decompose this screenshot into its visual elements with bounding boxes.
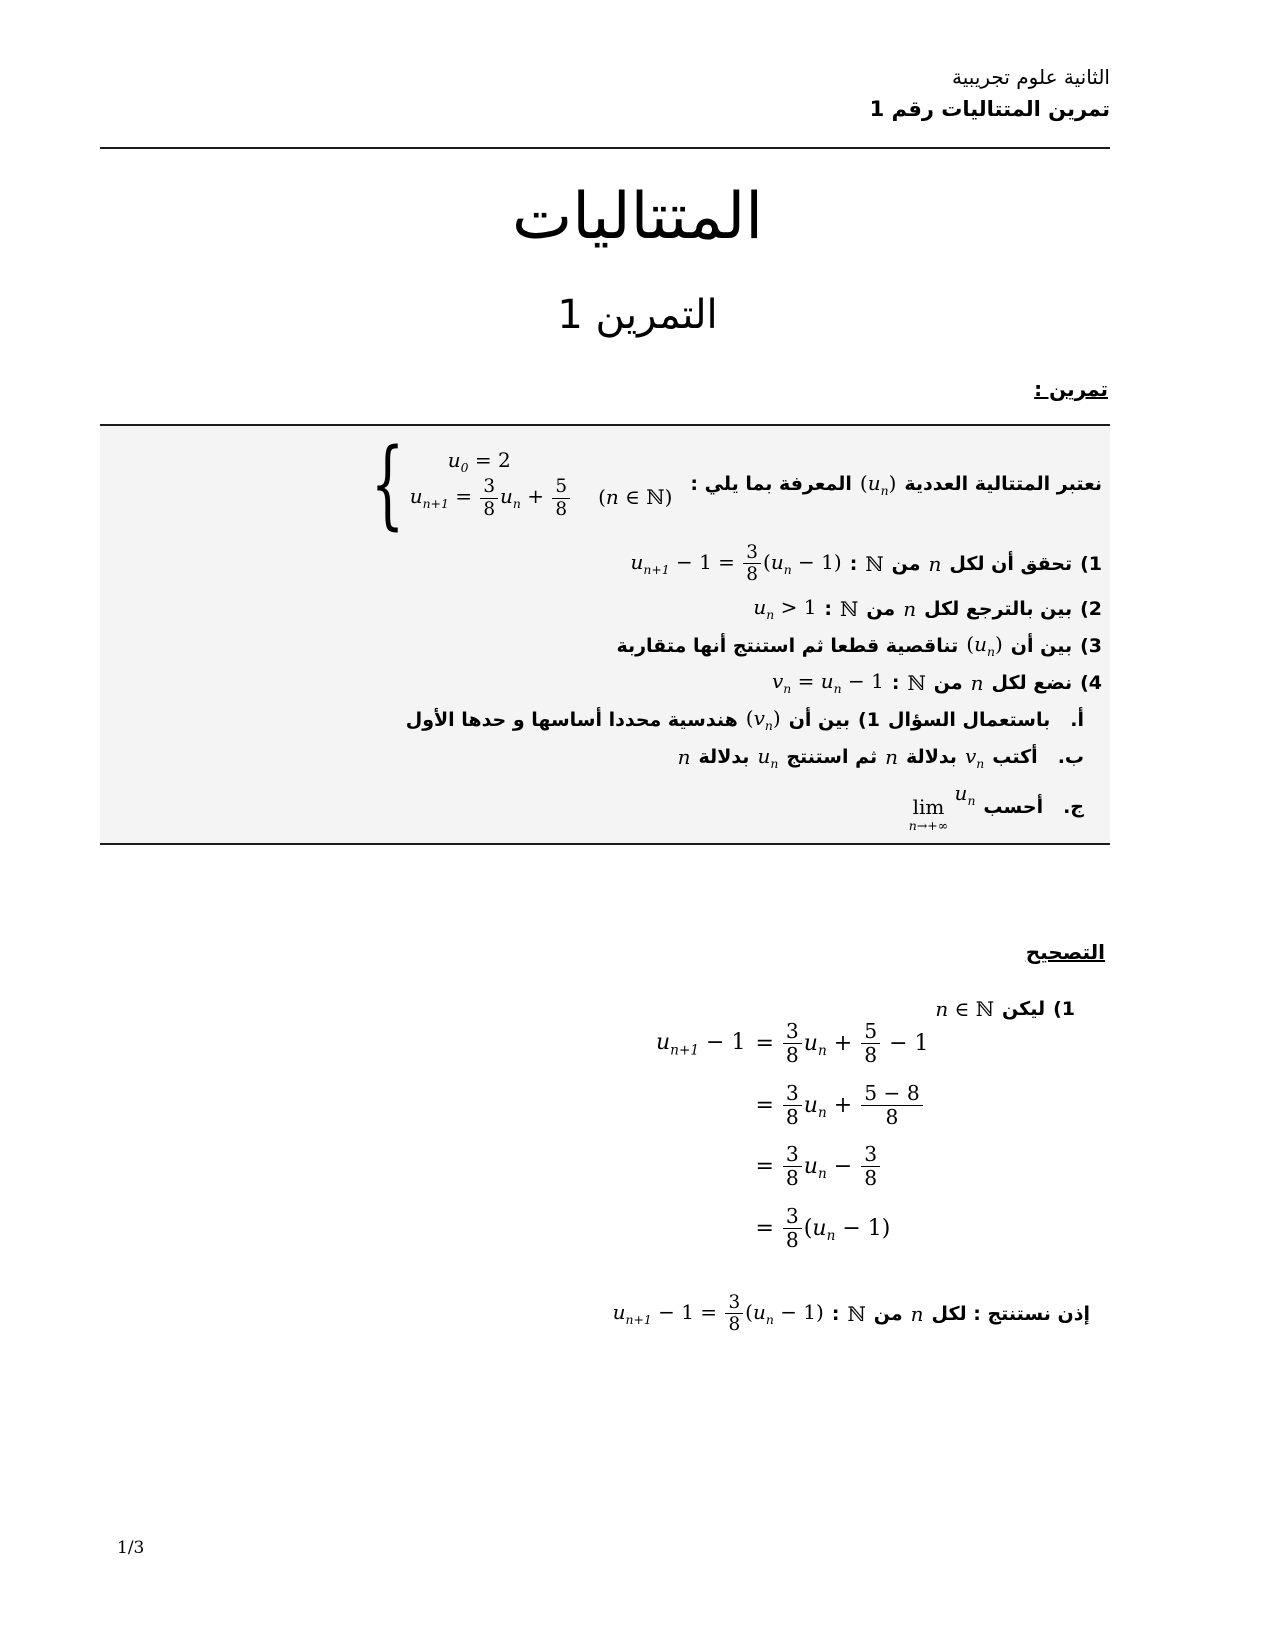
derivation-rhs-1	[755, 1020, 928, 1068]
math-token: n	[986, 644, 995, 660]
fraction-3-8	[725, 1292, 743, 1335]
subquestion-a-row	[108, 706, 1102, 733]
math-token: +	[833, 1030, 853, 1056]
math-token: 0	[460, 460, 469, 476]
math-token: u	[500, 484, 513, 509]
math-token: u	[656, 1029, 671, 1055]
math-token: (	[598, 484, 606, 509]
math-token: u	[867, 470, 881, 495]
math-token: n	[817, 1166, 827, 1183]
question-2-text: بين بالترجع لكل	[924, 597, 1073, 620]
math-token: n	[880, 482, 889, 498]
math-token: 3	[861, 1143, 880, 1167]
derivation-lhs	[656, 1030, 745, 1058]
math-token: n+1	[422, 496, 449, 512]
math-token: n	[512, 496, 521, 512]
math-token: )	[664, 484, 673, 509]
intro-text-after: المعرفة بما يلي :	[690, 473, 852, 495]
math-token: (	[859, 470, 868, 495]
math-token: − 1)	[842, 1215, 891, 1241]
fraction-5m8-8	[861, 1082, 923, 1130]
fraction-5-8	[552, 476, 570, 519]
limit-expression	[909, 781, 976, 833]
math-token: +	[833, 1092, 853, 1118]
math-token: n	[817, 1104, 827, 1121]
subquestion-b-deduce: ثم استنتج	[786, 746, 878, 768]
math-token: 8	[864, 1043, 878, 1068]
math-token: v	[753, 706, 765, 731]
colon-text: :	[849, 552, 858, 575]
math-token: n	[764, 718, 773, 734]
math-token: u	[820, 669, 834, 694]
math-token: n	[935, 997, 949, 1021]
math-token: =	[755, 1092, 774, 1118]
math-token: u	[757, 743, 771, 768]
subquestion-b-label: ب.	[1057, 746, 1084, 768]
exercise-subtitle: التمرين 1	[557, 292, 718, 338]
math-token: 2	[497, 448, 511, 473]
natural-numbers-symbol	[847, 1302, 865, 1326]
math-token: ℕ	[840, 596, 859, 621]
math-token: 5	[552, 476, 570, 498]
math-token: u	[803, 1030, 818, 1056]
math-token: 8	[785, 1166, 799, 1191]
subquestion-c-row	[108, 781, 1102, 833]
sequence-un-paren	[966, 632, 1003, 659]
question-1-number: (1	[1080, 552, 1102, 575]
natural-numbers-symbol	[840, 597, 858, 621]
natural-numbers-symbol	[907, 671, 925, 695]
math-token: (	[745, 706, 754, 731]
system-initial-term	[448, 448, 673, 475]
math-token: 3	[480, 476, 498, 498]
subquestion-a-text1: باستعمال السؤال	[887, 708, 1051, 731]
math-n	[928, 552, 941, 576]
question-1-equation	[630, 542, 841, 585]
fraction-5-8	[861, 1020, 880, 1068]
math-token: 5 − 8	[861, 1082, 923, 1106]
math-token: 8	[785, 1043, 799, 1068]
math-token: 5	[861, 1020, 880, 1044]
correction-title: التصحيح	[1025, 940, 1105, 964]
math-token: n	[967, 792, 976, 808]
math-token: n	[605, 484, 619, 509]
derivation-rhs-2	[755, 1082, 924, 1130]
colon-text: :	[824, 597, 833, 620]
system-rows	[410, 448, 673, 519]
math-token: u	[612, 1300, 626, 1325]
math-n	[971, 671, 984, 695]
math-token: =	[474, 448, 492, 473]
of-text: من	[866, 597, 896, 620]
math-token: > 1	[780, 595, 817, 620]
math-token: n+1	[625, 1312, 652, 1328]
conclusion-row	[613, 1292, 1090, 1335]
math-token: n	[976, 755, 985, 771]
math-token: 3	[783, 1205, 802, 1229]
colon-text: :	[891, 671, 900, 694]
question-2-inequality	[753, 595, 816, 622]
math-token: =	[755, 1030, 774, 1056]
math-token: 3	[725, 1292, 743, 1314]
math-token: 3	[783, 1020, 802, 1044]
question-2-number: (2	[1080, 597, 1102, 620]
math-token: − 1 =	[658, 1300, 718, 1325]
math-token: n	[817, 1043, 827, 1060]
math-token: 8	[483, 498, 496, 520]
math-token: )	[994, 632, 1003, 657]
sequence-vn-paren	[746, 706, 781, 733]
math-token: (	[763, 550, 771, 575]
math-token: n	[970, 670, 984, 695]
math-token: (	[803, 1215, 813, 1241]
math-token: 8	[864, 1166, 878, 1191]
math-token: u	[753, 595, 767, 620]
derivation-rhs-3	[755, 1143, 882, 1191]
math-token: +	[527, 484, 545, 509]
derivation-grid	[656, 1020, 929, 1252]
limit-operator	[909, 796, 948, 833]
fraction-3-8	[783, 1205, 802, 1253]
math-token: 8	[746, 564, 758, 586]
math-token: lim	[912, 794, 945, 819]
fraction-3-8	[743, 542, 761, 585]
math-token: n	[783, 562, 792, 578]
question-4-row	[108, 669, 1102, 696]
limit-subscript: n→+∞	[908, 817, 949, 833]
question-4-definition	[772, 669, 884, 696]
math-token: ℕ	[865, 551, 884, 576]
domain-note	[598, 485, 672, 509]
math-token: n	[903, 596, 917, 621]
math-token: u	[803, 1092, 818, 1118]
math-token: u	[770, 550, 784, 575]
math-n	[903, 597, 916, 621]
math-token: − 1	[889, 1030, 929, 1056]
math-token: n	[765, 1312, 774, 1328]
math-token: − 1)	[780, 1300, 824, 1325]
fraction-3-8	[861, 1143, 880, 1191]
solution-step1-row	[935, 997, 1075, 1021]
fraction-3-8	[783, 1020, 802, 1068]
math-token: =	[797, 669, 815, 694]
math-token: 8	[728, 1314, 741, 1336]
math-token: n	[885, 745, 899, 769]
math-token: n	[833, 681, 842, 697]
math-token: n	[677, 745, 691, 769]
question-3-text: بين أن	[1010, 634, 1073, 657]
header-school-year: الثانية علوم تجريبية	[952, 65, 1110, 89]
intro-text-before: نعتبر المتتالية العددية	[904, 473, 1102, 495]
of-text: من	[873, 1302, 903, 1325]
math-token: 8	[885, 1104, 899, 1129]
math-token: 3	[783, 1082, 802, 1106]
of-text: من	[933, 671, 963, 694]
system-recurrence	[410, 476, 673, 519]
math-token: =	[755, 1153, 774, 1179]
exercise-section-label: تمرين :	[1034, 377, 1108, 401]
math-token: u	[954, 780, 968, 805]
colon-text: :	[831, 1302, 840, 1325]
math-un	[757, 744, 778, 771]
main-title: المتتاليات	[512, 180, 763, 254]
math-token: =	[455, 484, 472, 509]
math-n	[911, 1302, 924, 1326]
subquestion-c-compute: أحسب	[983, 795, 1044, 818]
math-token: n+1	[643, 562, 670, 578]
math-token: − 1	[706, 1029, 746, 1055]
math-n	[885, 745, 898, 769]
of-text: من	[891, 552, 921, 575]
subquestion-b-interms1: بدلالة	[906, 746, 957, 768]
math-token: 8	[555, 498, 568, 520]
question-1-reference: (1	[858, 708, 880, 731]
question-4-text: نضع لكل	[991, 671, 1073, 694]
math-token: − 1 =	[675, 550, 735, 575]
document-header	[870, 62, 1110, 126]
subquestion-a-text2: بين أن	[788, 708, 851, 731]
math-token: =	[755, 1215, 774, 1241]
fraction-3-8	[480, 476, 498, 519]
math-token: u	[630, 550, 644, 575]
math-token: − 1)	[798, 550, 842, 575]
question-3-tail: تناقصية قطعا ثم استنتج أنها متقاربة	[616, 634, 959, 657]
math-token: n+1	[670, 1041, 700, 1058]
subquestion-a-label: أ.	[1070, 708, 1084, 731]
question-4-number: (4	[1080, 671, 1102, 694]
question-3-row	[108, 632, 1102, 659]
math-token: −	[833, 1153, 853, 1179]
system-brace: {	[370, 428, 404, 540]
sequence-definition-system	[369, 428, 673, 540]
subquestion-b-write: أكتب	[992, 746, 1038, 768]
math-token: 8	[785, 1227, 799, 1252]
math-token: u	[409, 484, 423, 509]
math-token: n	[928, 551, 942, 576]
conclusion-text: إذن نستنتج : لكل	[931, 1302, 1090, 1325]
question-1-text: تحقق أن لكل	[949, 552, 1073, 575]
math-token: u	[974, 632, 987, 657]
math-token: n	[910, 1301, 924, 1326]
math-token: ∈ ℕ	[954, 997, 995, 1021]
header-exercise-ref: تمرين المتتاليات رقم 1	[869, 97, 1110, 121]
math-vn	[965, 744, 984, 771]
math-token: 3	[783, 1143, 802, 1167]
math-token: ∈ ℕ	[625, 484, 665, 509]
math-n	[678, 745, 691, 769]
math-token: ℕ	[847, 1301, 866, 1326]
math-token: 8	[785, 1104, 799, 1129]
sequence-name-paren	[860, 471, 897, 498]
math-token: u	[803, 1153, 818, 1179]
conclusion-equation	[613, 1292, 824, 1335]
math-token: v	[964, 743, 977, 768]
math-token: n	[766, 607, 775, 623]
math-token: − 1	[848, 669, 884, 694]
math-token: )	[888, 470, 897, 495]
fraction-3-8	[783, 1143, 802, 1191]
question-2-row	[108, 595, 1102, 622]
math-token: n	[783, 681, 792, 697]
math-token: n	[826, 1227, 836, 1244]
natural-numbers-symbol	[865, 552, 883, 576]
math-n-in-N	[935, 997, 994, 1021]
exercise-box	[100, 424, 1110, 845]
subquestion-a-tail: هندسية محددا أساسها و حدها الأول	[405, 708, 738, 731]
question-3-number: (3	[1080, 634, 1102, 657]
math-token: )	[772, 706, 781, 731]
math-token: ℕ	[907, 670, 926, 695]
math-token: (	[745, 1300, 753, 1325]
derivation-rhs-4	[755, 1205, 890, 1253]
math-token: n	[770, 755, 779, 771]
intro-line	[108, 428, 1102, 540]
math-token: u	[447, 448, 461, 473]
header-divider	[100, 147, 1110, 149]
math-token: 3	[743, 542, 761, 564]
math-token: v	[771, 669, 784, 694]
solution-let-text: ليكن	[1002, 998, 1046, 1020]
math-token: (	[966, 632, 975, 657]
subquestion-b-interms2: بدلالة	[698, 746, 750, 768]
page-number: 1/3	[117, 1538, 145, 1558]
subquestion-b-row	[108, 744, 1102, 771]
solution-step1-number: (1	[1053, 998, 1075, 1020]
question-1-row	[108, 542, 1102, 585]
subquestion-c-label: ج.	[1063, 795, 1084, 818]
math-token: u	[752, 1300, 766, 1325]
fraction-3-8	[783, 1082, 802, 1130]
math-token: u	[812, 1215, 827, 1241]
